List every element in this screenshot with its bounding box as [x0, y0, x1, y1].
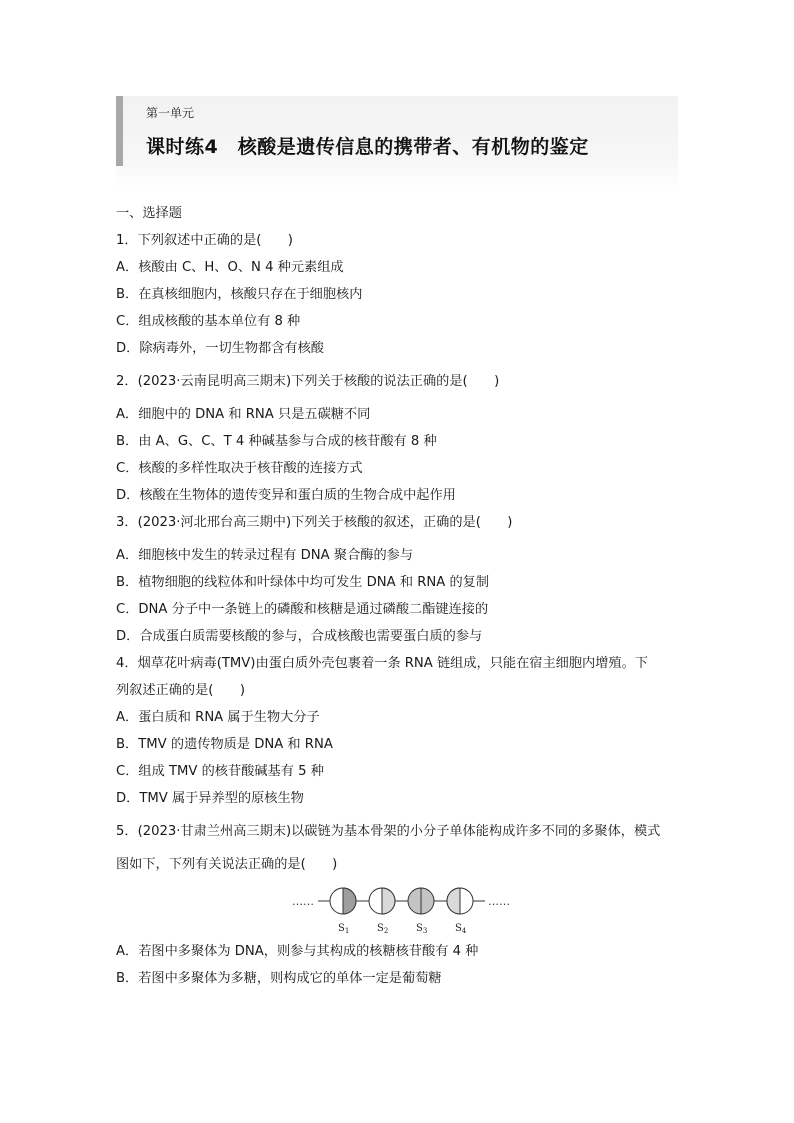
question-5-option-a: A．若图中多聚体为 DNA，则参与其构成的核糖核苷酸有 4 种: [116, 944, 479, 959]
diagram-dots-left: ……: [292, 895, 314, 908]
question-5-stem-line2: 图如下，下列有关说法正确的是( ): [116, 857, 338, 872]
question-1-stem: 1．下列叙述中正确的是( ): [116, 233, 293, 248]
label-s1: $S_1$: [338, 923, 350, 935]
page-title: 课时练4 核酸是遗传信息的携带者、有机物的鉴定: [146, 136, 589, 158]
question-2-stem: 2．(2023·云南昆明高三期末)下列关于核酸的说法正确的是( ): [116, 374, 500, 389]
unit-label: 第一单元: [146, 106, 195, 120]
polymer-diagram: [116, 878, 680, 938]
section-heading: 一、选择题: [116, 206, 182, 221]
question-2-option-a: A．细胞中的 DNA 和 RNA 只是五碳糖不同: [116, 407, 371, 422]
question-3-option-d: D．合成蛋白质需要核酸的参与，合成核酸也需要蛋白质的参与: [116, 629, 483, 644]
question-3-option-b: B．植物细胞的线粒体和叶绿体中均可发生 DNA 和 RNA 的复制: [116, 575, 490, 590]
question-4-option-d: D．TMV 属于异养型的原核生物: [116, 791, 304, 806]
question-4-option-b: B．TMV 的遗传物质是 DNA 和 RNA: [116, 737, 333, 752]
label-s4: $S_4$: [455, 923, 467, 935]
question-content: [116, 200, 680, 992]
question-5-option-b: B．若图中多聚体为多糖，则构成它的单体一定是葡萄糖: [116, 971, 442, 986]
header-accent-bar: [116, 96, 123, 166]
question-3-option-a: A．细胞核中发生的转录过程有 DNA 聚合酶的参与: [116, 548, 414, 563]
question-1-option-b: B．在真核细胞内，核酸只存在于细胞核内: [116, 287, 363, 302]
diagram-dots-right: ……: [488, 895, 510, 908]
label-s3: $S_3$: [416, 923, 428, 935]
monomer-s3: [408, 888, 434, 914]
question-5-stem-line1: 5．(2023·甘肃兰州高三期末)以碳链为基本骨架的小分子单体能构成许多不同的多聚体，模式: [116, 824, 661, 839]
monomer-s1: [330, 888, 356, 914]
question-1-option-c: C．组成核酸的基本单位有 8 种: [116, 314, 301, 329]
question-2-option-c: C．核酸的多样性取决于核苷酸的连接方式: [116, 461, 363, 476]
question-1-option-a: A．核酸由 C、H、O、N 4 种元素组成: [116, 260, 344, 275]
monomer-s2: [369, 888, 395, 914]
question-4-option-c: C．组成 TMV 的核苷酸碱基有 5 种: [116, 764, 324, 779]
monomer-s4: [447, 888, 473, 914]
question-1-option-d: D．除病毒外，一切生物都含有核酸: [116, 341, 324, 356]
question-4-option-a: A．蛋白质和 RNA 属于生物大分子: [116, 710, 320, 725]
question-3-option-c: C．DNA 分子中一条链上的磷酸和核糖是通过磷酸二酯键连接的: [116, 602, 489, 617]
question-2-option-b: B．由 A、G、C、T 4 种碱基参与合成的核苷酸有 8 种: [116, 434, 437, 449]
question-4-stem-line2: 列叙述正确的是( ): [116, 683, 245, 698]
question-4-stem-line1: 4．烟草花叶病毒(TMV)由蛋白质外壳包裹着一条 RNA 链组成，只能在宿主细胞内增殖。下: [116, 656, 648, 671]
label-s2: $S_2$: [377, 923, 389, 935]
question-2-option-d: D．核酸在生物体的遗传变异和蛋白质的生物合成中起作用: [116, 488, 456, 503]
question-3-stem: 3．(2023·河北邢台高三期中)下列关于核酸的叙述，正确的是( ): [116, 515, 513, 530]
